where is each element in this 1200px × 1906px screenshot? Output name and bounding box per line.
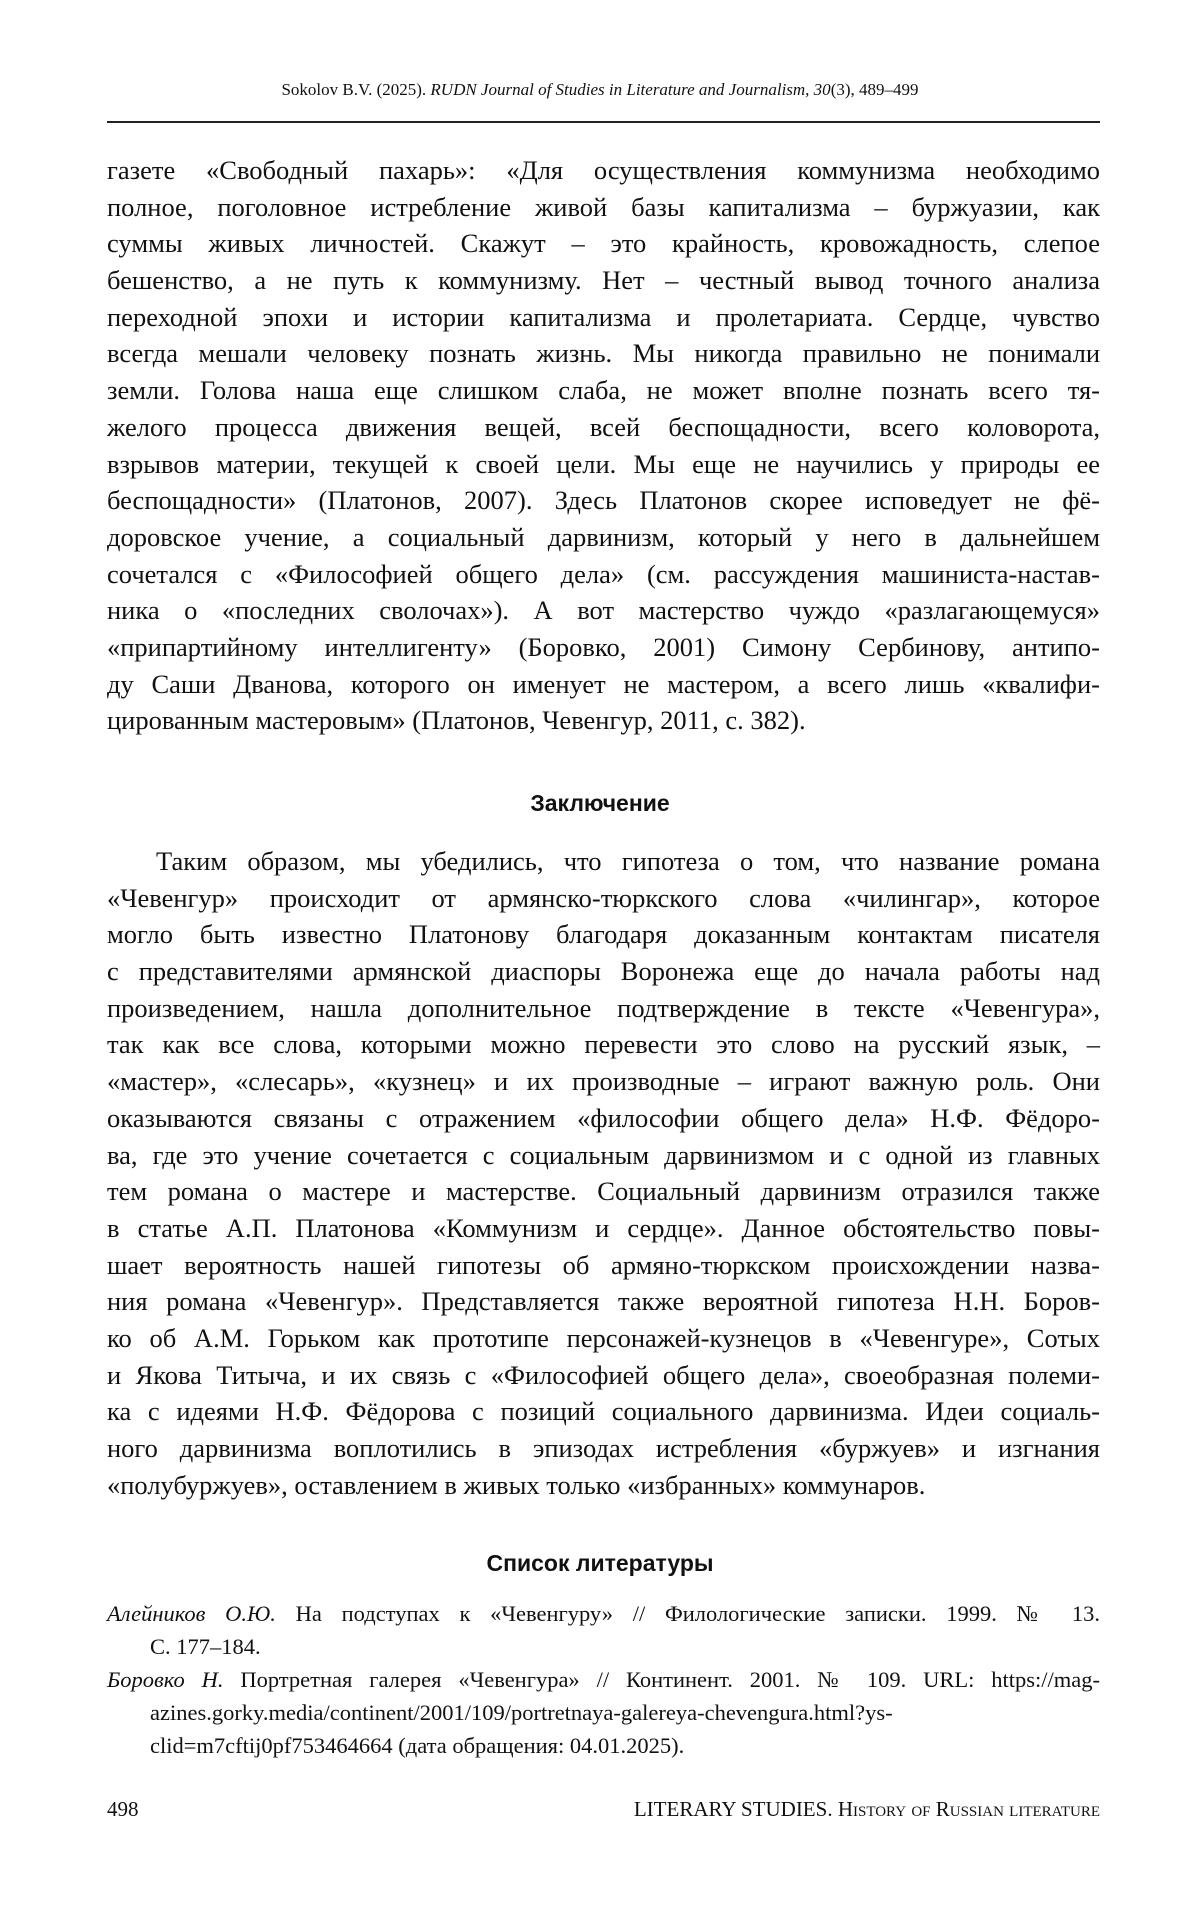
section-title-smallcaps: History of Russian literature	[838, 1797, 1100, 1821]
text-line: Таким образом, мы убедились, что гипотеза о том, что название романа	[107, 843, 1100, 880]
text-line: с представителями армянской диаспоры Воронежа еще до начала работы над	[107, 953, 1100, 990]
page-number: 498	[107, 1797, 139, 1822]
text-line: шает вероятность нашей гипотезы об армяно-тюркском происхождении назва-	[107, 1247, 1100, 1284]
text-line: могло быть известно Платонову благодаря доказанным контактам писателя	[107, 916, 1100, 953]
conclusion-paragraph	[107, 843, 1100, 1503]
text-line: ка с идеями Н.Ф. Фёдорова с позиций социального дарвинизма. Идеи социаль-	[107, 1393, 1100, 1430]
text-line: «припартийному интеллигенту» (Боровко, 2001) Симону Сербинову, антипо-	[107, 629, 1100, 666]
text-line: произведением, нашла дополнительное подтверждение в тексте «Чевенгура»,	[107, 990, 1100, 1027]
text-line: земли. Голова наша еще слишком слаба, не может вполне познать всего тя-	[107, 372, 1100, 409]
text-line: суммы живых личностей. Скажут – это крайность, кровожадность, слепое	[107, 225, 1100, 262]
text-line: переходной эпохи и истории капитализма и пролетариата. Сердце, чувство	[107, 299, 1100, 336]
conclusion-heading: Заключение	[0, 790, 1200, 817]
text-line: «мастер», «слесарь», «кузнец» и их производные – играют важную роль. Они	[107, 1063, 1100, 1100]
text-line: полное, поголовное истребление живой базы капитализма – буржуазии, как	[107, 189, 1100, 226]
text-line: в статье А.П. Платонова «Коммунизм и сердце». Данное обстоятельство повы-	[107, 1210, 1100, 1247]
text-line: и Якова Титыча, и их связь с «Философией общего дела», своеобразная полеми-	[107, 1357, 1100, 1394]
citation-authors: Sokolov B.V. (2025).	[281, 80, 430, 99]
reference-line: С. 177–184.	[107, 1630, 1100, 1663]
reference-author: Алейников О.Ю.	[107, 1601, 276, 1626]
body-paragraph	[107, 152, 1100, 739]
text-line: газете «Свободный пахарь»: «Для осуществления коммунизма необходимо	[107, 152, 1100, 189]
text-line: «полубуржуев», оставлением в живых только «избранных» коммунаров.	[107, 1467, 1100, 1504]
reference-text: На подступах к «Чевенгуру» // Филологические записки. 1999. № 13.	[276, 1601, 1100, 1626]
text-line: сочетался с «Философией общего дела» (см. рассуждения машиниста-настав-	[107, 556, 1100, 593]
section-title-caps: LITERARY STUDIES.	[634, 1797, 838, 1821]
text-line: ния романа «Чевенгур». Представляется также вероятной гипотеза Н.Н. Боров-	[107, 1283, 1100, 1320]
text-line: ко об А.М. Горьком как прототипе персонажей-кузнецов в «Чевенгуре», Сотых	[107, 1320, 1100, 1357]
text-line: беспощадности» (Платонов, 2007). Здесь Платонов скорее исповедует не фё-	[107, 482, 1100, 519]
references-list	[107, 1597, 1100, 1762]
text-line: ника о «последних сволочах»). А вот мастерство чуждо «разлагающемуся»	[107, 592, 1100, 629]
running-header	[0, 80, 1200, 100]
reference-line: clid=m7cftij0pf753464664 (дата обращения: 04.01.2025).	[107, 1729, 1100, 1762]
reference-item	[107, 1663, 1100, 1762]
reference-line	[107, 1597, 1100, 1630]
reference-line: azines.gorky.media/continent/2001/109/portretnaya-galereya-chevengura.html?ys-	[107, 1696, 1100, 1729]
references-heading: Список литературы	[0, 1550, 1200, 1577]
reference-item	[107, 1597, 1100, 1663]
page-footer	[107, 1797, 1100, 1822]
text-line: тем романа о мастере и мастерстве. Социальный дарвинизм отразился также	[107, 1173, 1100, 1210]
reference-author: Боровко Н.	[107, 1667, 223, 1692]
reference-line	[107, 1663, 1100, 1696]
text-line: ного дарвинизма воплотились в эпизодах истребления «буржуев» и изгнания	[107, 1430, 1100, 1467]
text-line: ва, где это учение сочетается с социальным дарвинизмом и с одной из главных	[107, 1137, 1100, 1174]
text-line: бешенство, а не путь к коммунизму. Нет – честный вывод точного анализа	[107, 262, 1100, 299]
text-line: цированным мастеровым» (Платонов, Чевенгур, 2011, с. 382).	[107, 702, 1100, 739]
text-line: так как все слова, которыми можно перевести это слово на русский язык, –	[107, 1026, 1100, 1063]
header-rule	[107, 121, 1100, 123]
text-line: ду Саши Дванова, которого он именует не мастером, а всего лишь «квалифи-	[107, 666, 1100, 703]
text-line: доровское учение, а социальный дарвинизм, который у него в дальнейшем	[107, 519, 1100, 556]
text-line: всегда мешали человеку познать жизнь. Мы никогда правильно не понимали	[107, 335, 1100, 372]
text-line: «Чевенгур» происходит от армянско-тюркского слова «чилингар», которое	[107, 880, 1100, 917]
text-line: взрывов материи, текущей к своей цели. Мы еще не научились у природы ее	[107, 446, 1100, 483]
reference-text: Портретная галерея «Чевенгура» // Континент. 2001. № 109. URL: https://mag-	[223, 1667, 1100, 1692]
text-line: желого процесса движения вещей, всей беспощадности, всего коловорота,	[107, 409, 1100, 446]
citation-pages: (3), 489–499	[831, 80, 919, 99]
text-line: оказываются связаны с отражением «философии общего дела» Н.Ф. Фёдоро-	[107, 1100, 1100, 1137]
section-title	[634, 1797, 1100, 1822]
citation-journal: RUDN Journal of Studies in Literature and Journalism, 30	[430, 80, 830, 99]
